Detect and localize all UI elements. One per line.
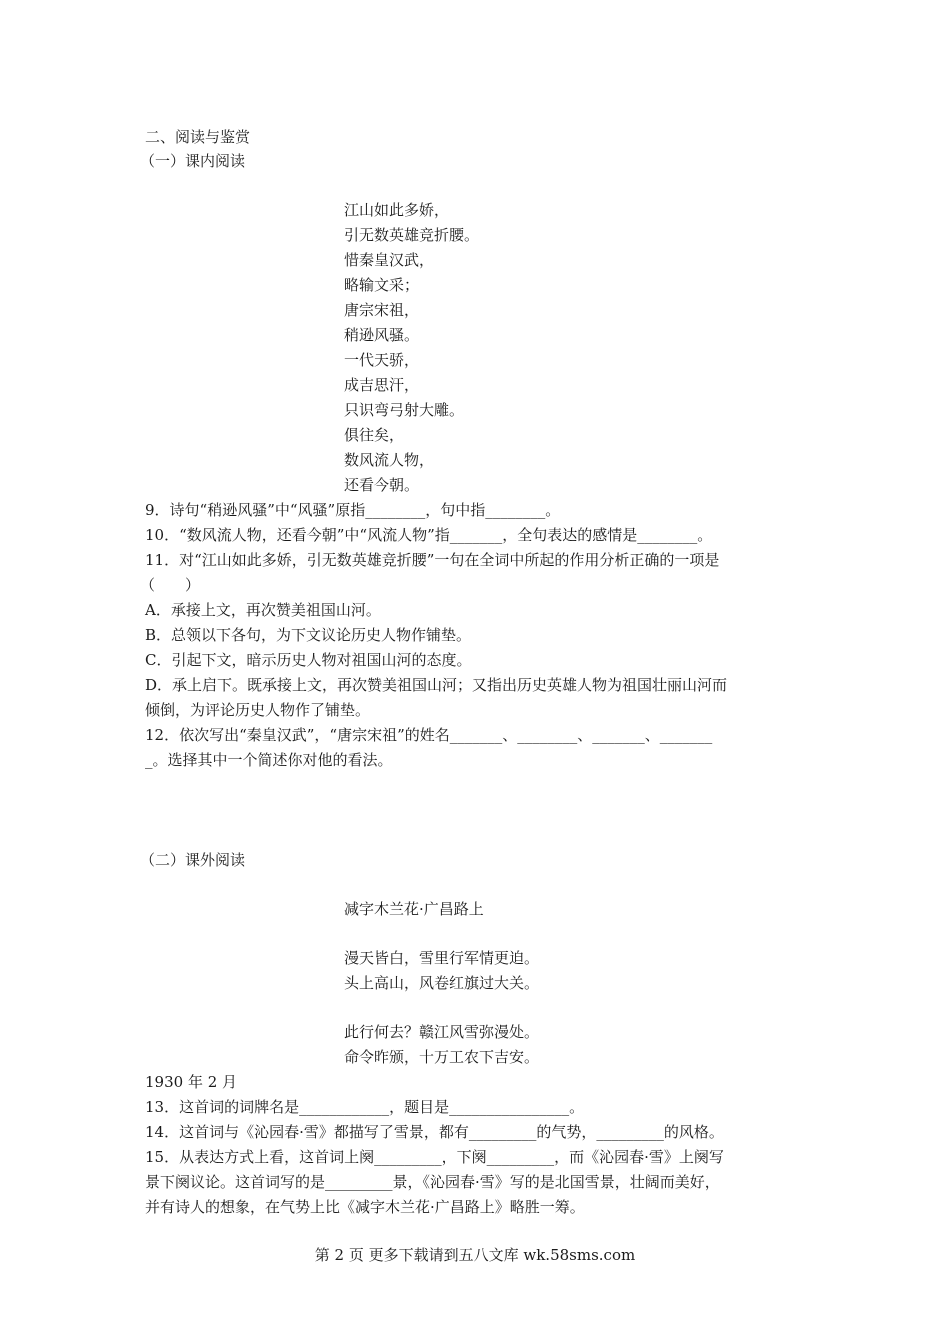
question-15-continued: 景下阕议论。这首词写的是_________景，《沁园春·雪》写的是北国雪景，壮阔而美好， [145,1173,720,1191]
poem-title: 减字木兰花·广昌路上 [344,900,484,918]
poem-line: 一代天骄， [344,351,420,369]
question-12: 12．依次写出“秦皇汉武”，“唐宗宋祖”的姓名_______、________、_______、_______ [145,726,713,744]
option-d: D．承上启下。既承接上文，再次赞美祖国山河；又指出历史英雄人物为祖国壮丽山河而 [145,676,728,694]
poem-line: 略输文采； [344,276,420,294]
poem-line: 漫天皆白，雪里行军情更迫。 [344,949,540,967]
question-10: 10．“数风流人物，还看今朝”中“风流人物”指_______，全句表达的感情是________。 [145,526,713,544]
poem-line: 引无数英雄竞折腰。 [344,226,480,244]
option-d-continued: 倾倒，为评论历史人物作了铺垫。 [145,701,371,719]
poem-line: 稍逊风骚。 [344,326,420,344]
answer-bracket: （ ） [140,576,201,594]
poem-line: 头上高山，风卷红旗过大关。 [344,974,540,992]
poem-line: 唐宗宋祖， [344,301,420,319]
subsection-heading-1: （一）课内阅读 [140,152,246,170]
subsection-heading-2: （二）课外阅读 [140,851,246,869]
option-c: C．引起下文，暗示历史人物对祖国山河的态度。 [145,651,472,669]
page-footer: 第 2 页 更多下载请到五八文库 wk.58sms.com [314,1246,636,1264]
poem-line: 还看今朝。 [344,476,420,494]
option-a: A．承接上文，再次赞美祖国山河。 [145,601,381,619]
poem-line: 数风流人物， [344,451,435,469]
poem-date: 1930 年 2 月 [145,1073,238,1091]
question-11: 11．对“江山如此多娇，引无数英雄竞折腰”一句在全词中所起的作用分析正确的一项是 [145,551,720,569]
poem-line: 此行何去？赣江风雪弥漫处。 [344,1023,540,1041]
question-12-continued: _。选择其中一个简述你对他的看法。 [145,751,393,769]
poem-line: 惜秦皇汉武， [344,251,435,269]
option-b: B．总领以下各句，为下文议论历史人物作铺垫。 [145,626,472,644]
poem-line: 命令昨颁，十万工农下吉安。 [344,1048,540,1066]
section-heading: 二、阅读与鉴赏 [145,128,251,146]
question-13: 13．这首词的词牌名是____________，题目是________________。 [145,1098,585,1116]
question-15: 15．从表达方式上看，这首词上阕_________，下阕_________，而《沁园春·雪》上阕写 [145,1148,724,1166]
question-9: 9．诗句“稍逊风骚”中“风骚”原指________，句中指________。 [145,501,561,519]
question-15-continued: 并有诗人的想象，在气势上比《减字木兰花·广昌路上》略胜一筹。 [145,1198,585,1216]
poem-line: 只识弯弓射大雕。 [344,401,465,419]
poem-line: 俱往矣， [344,426,405,444]
poem-line: 成吉思汗， [344,376,420,394]
question-14: 14．这首词与《沁园春·雪》都描写了雪景，都有_________的气势，_________的风格。 [145,1123,724,1141]
poem-line: 江山如此多娇， [344,201,450,219]
